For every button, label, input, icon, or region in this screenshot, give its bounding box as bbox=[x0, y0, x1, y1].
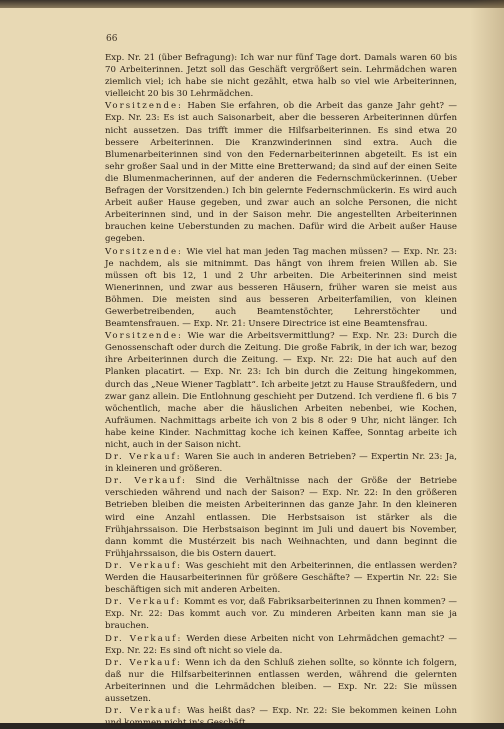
speaker-label: Dr. Verkauf: bbox=[105, 633, 183, 644]
page-body bbox=[105, 52, 457, 729]
paragraph-text: Wie viel hat man jeden Tag machen müssen? — Exp. Nr. 23: Je nachdem, als sie mitnimmt. Das hängt von ihrem freien Willen ab. Sie müssen oft bis 12, 1 und 2 Uhr arbeiten. Die Arbeiterinnen sind meist Wienerinnen, und zwar aus besseren Häusern, früher waren sie meist aus Böhmen. Die meisten sind aus besseren Arbeiterfamilien, von kleinen Gewerbetreibenden, auch Beamtenstöchter, Lehrerstöchter und Beamtensfrauen. — Exp. Nr. 21: Unsere Directrice ist eine Beamtensfrau. bbox=[105, 246, 457, 330]
paragraph bbox=[105, 330, 457, 451]
paragraph-text: Was geschieht mit den Arbeiterinnen, die entlassen werden? Werden die Hausarbeiterinnen für größere Geschäfte? — Expertin Nr. 22: Sie beschäftigen sich mit anderen Arbeiten. bbox=[105, 560, 457, 596]
paragraph bbox=[105, 451, 457, 475]
speaker-label: Dr. Verkauf: bbox=[105, 657, 182, 668]
scan-edge bbox=[0, 0, 504, 8]
paragraph bbox=[105, 657, 457, 705]
paragraph bbox=[105, 52, 457, 100]
speaker-label: Dr. Verkauf: bbox=[105, 452, 182, 463]
paragraph-text: Was heißt das? — Exp. Nr. 22: Sie bekommen keinen Lohn und kommen nicht in's Geschäft. bbox=[105, 706, 457, 729]
paragraph bbox=[105, 705, 457, 729]
paragraph bbox=[105, 560, 457, 596]
speaker-label: Dr. Verkauf: bbox=[105, 560, 182, 571]
speaker-label: Dr. Verkauf: bbox=[105, 597, 182, 608]
speaker-label: Vorsitzende: bbox=[105, 246, 183, 257]
paragraph-text: Haben Sie erfahren, ob die Arbeit das ganze Jahr geht? — Exp. Nr. 23: Es ist auch Saisonarbeit, aber die besseren Arbeiterinnen dürfen nicht aussetzen. Das trifft immer die Hilfsarbeiterinnen. Es sind etwa 20 bessere Arbeiterinnen. Die Kranzwinderinnen sind extra. Auch die Blumenarbeiterinnen sind von den Federnarbeiterinnen abgeteilt. Es ist ein sehr großer Saal und in der Mitte eine Bretterwand; da sind auf der einen Seite die Blumenmacherinnen, auf der anderen die Federnschmückerinnen. (Ueber Befragen der Vorsitzenden.) Ich bin gelernte Federnschmückerin. Es wird auch Arbeit außer Hause gegeben, und zwar auch an solche Personen, die nicht Arbeiterinnen sind, und in der Saison mehr. Die angestellten Arbeiterinnen brauchen keine Ueberstunden zu machen. Dafür wird die Arbeit außer Hause gegeben. bbox=[105, 101, 457, 245]
paper-shading bbox=[470, 0, 504, 723]
page-number: 66 bbox=[106, 34, 118, 44]
paragraph-text: Wie war die Arbeitsvermittlung? — Exp. Nr. 23: Durch die Genossenschaft oder durch die Zeitung. Die große Fabrik, in der ich war, bezog ihre Arbeiterinnen durch die Zeitung. — Exp. Nr. 22: Die hat auch auf den Planken placatirt. — Exp. Nr. 23: Ich bin durch die Zeitung hingekommen, durch das „Neue Wiener Tagblatt“. Ich arbeite jetzt zu Hause Straußfedern, und zwar ganz allein. Die Entlohnung geschieht per Dutzend. Ich verdiene fl. 6 bis 7 wöchentlich, mache aber die häuslichen Arbeiten nebenbei, wie Kochen, Aufräumen. Nachmittags arbeite ich von 2 bis 8 oder 9 Uhr, nicht länger. Ich habe keine Kinder. Nachmittag koche ich keinen Kaffee, Sonntag arbeite ich nicht, auch in der Saison nicht. bbox=[105, 331, 457, 450]
speaker-label: Dr. Verkauf: bbox=[105, 706, 183, 717]
paragraph-text: Kommt es vor, daß Fabriksarbeiterinnen zu Ihnen kommen? — Exp. Nr. 22: Das kommt auch vor. Zu minderen Arbeiten kann man sie ja brauchen. bbox=[105, 597, 457, 632]
paragraph bbox=[105, 246, 457, 331]
speaker-label: Dr. Verkauf: bbox=[105, 476, 187, 487]
paragraph bbox=[105, 633, 457, 657]
paragraph bbox=[105, 596, 457, 632]
speaker-label: Vorsitzende: bbox=[105, 331, 183, 342]
paragraph-text: Wenn ich da den Schluß ziehen sollte, so könnte ich folgern, daß nur die Hilfsarbeiterinnen entlassen werden, während die gelernten Arbeiterinnen und die Lehrmädchen bleiben. — Exp. Nr. 22: Sie müssen aussetzen. bbox=[105, 657, 457, 704]
speaker-label: Vorsitzende: bbox=[105, 101, 183, 112]
paragraph-text: Werden diese Arbeiten nicht von Lehrmädchen gemacht? — Exp. Nr. 22: Es sind oft nicht so viele da. bbox=[105, 633, 457, 656]
paragraph-text: Sind die Verhältnisse nach der Größe der Betriebe verschieden während und nach der Saison? — Exp. Nr. 22: In den größeren Betrieben bleiben die meisten Arbeiterinnen das ganze Jahr. In den kleineren wird eine Anzahl entlassen. Die Herbstsaison ist stärker als die Frühjahrssaison. Die Herbstsaison beginnt im Juli und dauert bis November, dann kommt die Mustérzeit bis nach Weihnachten, und dann beginnt die Frühjahrssaison, die bis Ostern dauert. bbox=[105, 476, 457, 559]
paragraph bbox=[105, 475, 457, 560]
paragraph-text: Exp. Nr. 21 (über Befragung): Ich war nur fünf Tage dort. Damals waren 60 bis 70 Arbeiterinnen. Jetzt soll das Geschäft vergrößert sein. Lehrmädchen waren ziemlich viel; ich habe sie nicht gezählt, etwa halb so viel wie Arbeiterinnen, vielleicht 20 bis 30 Lehrmädchen. bbox=[105, 53, 457, 100]
paragraph bbox=[105, 100, 457, 245]
paragraph-text: Waren Sie auch in anderen Betrieben? — Expertin Nr. 23: Ja, in kleineren und größeren. bbox=[105, 452, 458, 475]
